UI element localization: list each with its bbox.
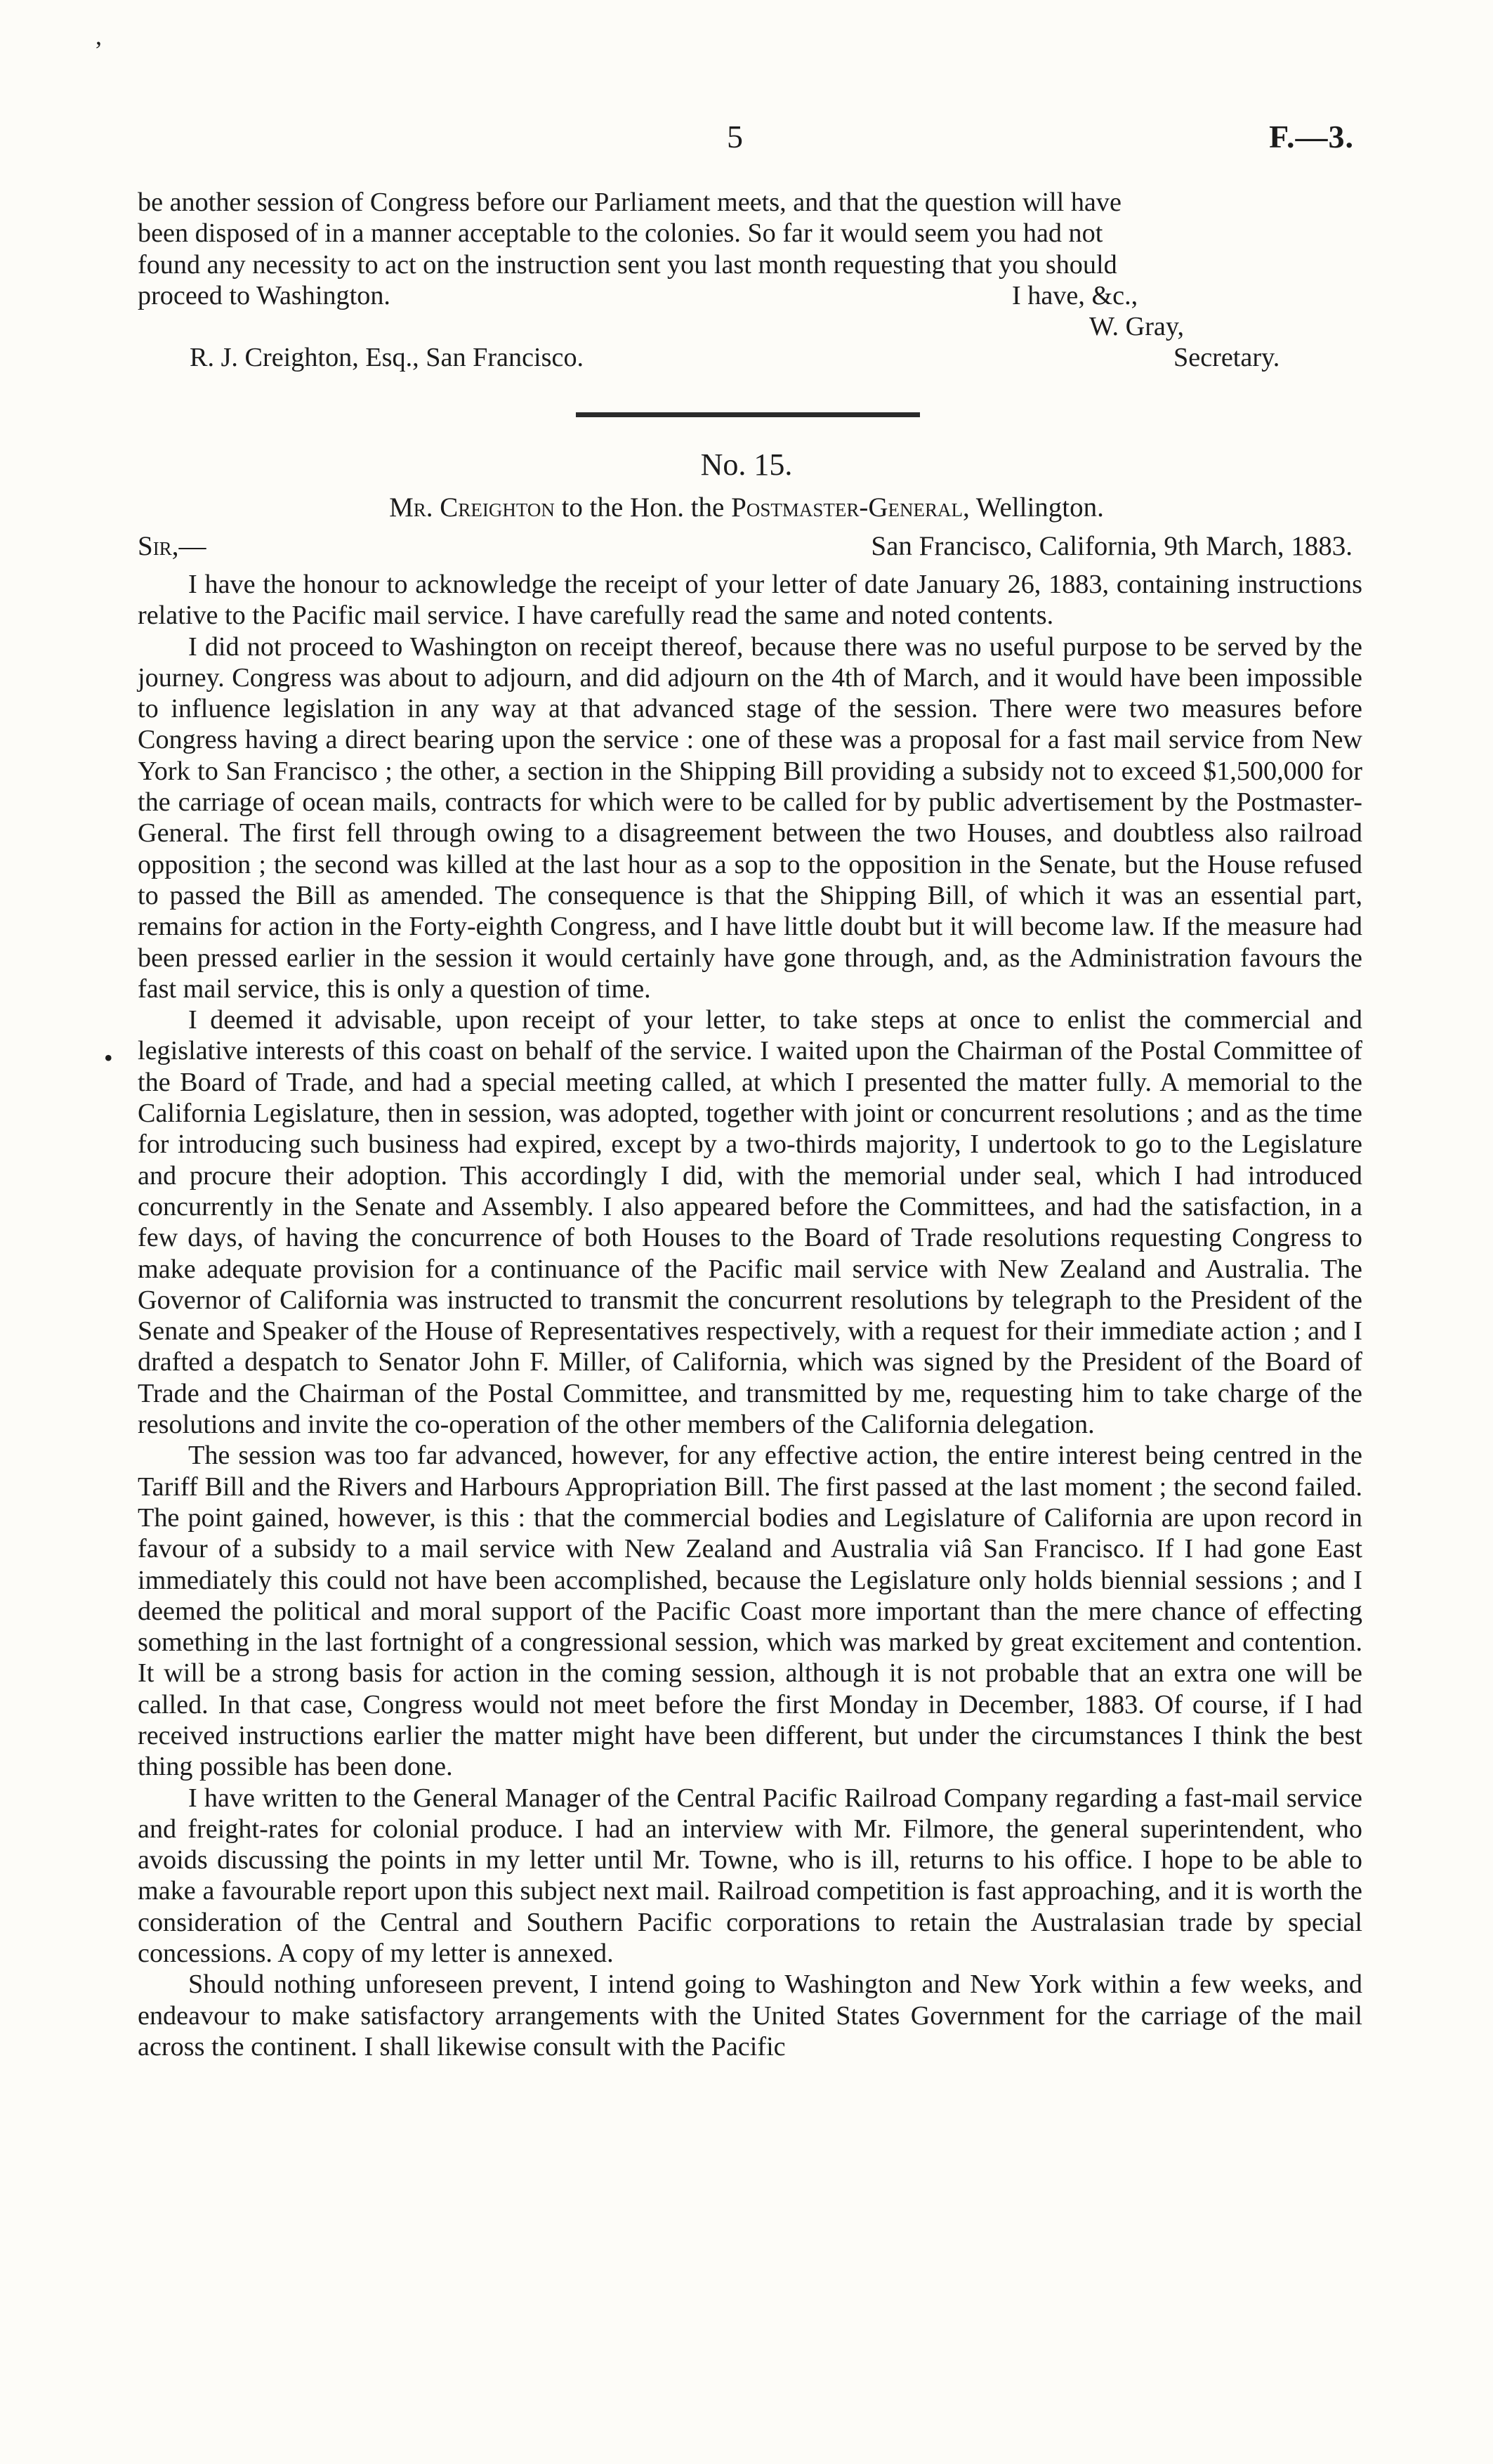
closing: I have, &c., — [1012, 280, 1138, 310]
letter-addressee: Postmaster-General — [731, 492, 963, 523]
text-line: be another session of Congress before our Parliament meets, and that the question will have — [138, 188, 1122, 217]
place-date: San Francisco, California, 9th March, 1883. — [871, 531, 1353, 561]
signature-row — [138, 311, 1362, 342]
letter-heading — [0, 492, 1493, 523]
section-divider — [576, 412, 920, 417]
text-line: found any necessity to act on the instruction sent you last month requesting that you should — [138, 249, 1117, 280]
heading-text: , Wellington. — [962, 492, 1104, 523]
recipient-row — [138, 342, 1362, 373]
paragraph: I deemed it advisable, upon receipt of your letter, to take steps at once to enlist the commercial and legislative interests of this coast on behalf of the service. I waited upon the Chairman of the Postal Committee of the Board of Trade, and had a special meeting called, at which I presented the matter fully. A memorial to the California Legislature, then in session, was adopted, together with joint or concurrent resolutions ; and as the time for introducing such business had expired, except by a two-thirds majority, I undertook to go to the Legislature and procure their adoption. This accordingly I did, with the memorial under seal, which I had introduced concurrently in the Senate and Assembly. I also appeared before the Committees, and had the satisfaction, in a few days, of having the concurrence of both Houses to the Board of Trade resolutions requesting Congress to make adequate provision for a continuance of the Pacific mail service with New Zealand and Australia. The Governor of California was instructed to transmit the concurrent resolutions by telegraph to the President of the Senate and Speaker of the House of Representatives respectively, with a request for their immediate action ; and I drafted a despatch to Senator John F. Miller, of California, which was signed by the President of the Board of Trade and the Chairman of the Postal Committee, and transmitted by me, requesting him to take charge of the resolutions and invite the co-operation of the other members of the California delegation. — [138, 1005, 1362, 1440]
document-reference: F.—3. — [1269, 119, 1354, 155]
closing-row — [138, 280, 1362, 311]
text-line: proceed to Washington. — [138, 280, 390, 310]
signature: W. Gray, — [1089, 312, 1185, 342]
paragraph: I did not proceed to Washington on receipt thereof, because there was no useful purpose to be served by the journey. Congress was about to adjourn, and did adjourn on the 4th of March, and it would have been impossible to influence legislation in any way at that advanced stage of the session. There were two measures before Congress having a direct bearing upon the service : one of these was a proposal for a fast mail service from New York to San Francisco ; the other, a section in the Shipping Bill providing a subsidy not to exceed $1,500,000 for the carriage of ocean mails, contracts for which were to be called for by public advertisement by the Postmaster-General. The first fell through owing to a disagreement between the two Houses, and doubtless also railroad opposition ; the second was killed at the last hour as a sop to the opposition in the Senate, but the House refused to passed the Bill as amended. The consequence is that the Shipping Bill, of which it was an essential part, remains for action in the Forty-eighth Congress, and I have little doubt but it will become law. If the measure had been pressed earlier in the session it would certainly have gone through, and, as the Administration favours the fast mail service, this is only a question of time. — [138, 631, 1362, 1004]
paragraph: I have the honour to acknowledge the receipt of your letter of date January 26, 1883, containing instructions relative to the Pacific mail service. I have carefully read the same and noted contents. — [138, 570, 1362, 631]
recipient: R. J. Creighton, Esq., San Francisco. — [190, 343, 584, 373]
paragraph: The session was too far advanced, however, for any effective action, the entire interest being centred in the Tariff Bill and the Rivers and Harbours Appropriation Bill. The first passed at the last moment ; the second failed. The point gained, however, is this : that the commercial bodies and Legislature of California are upon record in favour of a subsidy to a mail service with New Zealand and Australia viâ San Francisco. If I had gone East immediately this could not have been accomplished, because the Legislature only holds biennial sessions ; and I deemed the political and moral support of the Pacific Coast more important than the mere chance of effecting something in the last fortnight of a congressional session, which was marked by great excitement and contention. It will be a strong basis for action in the coming session, although it is not probable that an extra one will be called. In that case, Congress would not meet before the first Monday in December, 1883. Of course, if I had received instructions earlier the matter might have been different, but under the circumstances I think the best thing possible has been done. — [138, 1441, 1362, 1782]
heading-text: to the Hon. the — [554, 492, 732, 523]
letter-sender: Mr. Creighton — [389, 492, 555, 523]
letter-body — [138, 569, 1362, 2062]
previous-letter-ending — [138, 187, 1362, 374]
signatory-title: Secretary. — [1173, 343, 1280, 373]
salutation: Sir,— — [138, 531, 206, 561]
paragraph: Should nothing unforeseen prevent, I intend going to Washington and New York within a few weeks, and endeavour to make satisfactory arrangements with the United States Government for the carriage of the mail across the continent. I shall likewise consult with the Pacific — [138, 1970, 1362, 2062]
margin-mark: • — [104, 1044, 113, 1072]
page-number: 5 — [727, 119, 743, 155]
margin-mark: , — [96, 22, 102, 50]
paragraph: I have written to the General Manager of the Central Pacific Railroad Company regarding a fast-mail service and freight-rates for colonial produce. I had an interview with Mr. Filmore, the general superintendent, who avoids discussing the points in my letter until Mr. Towne, who is ill, returns to his office. I hope to be able to make a favourable report upon this subject next mail. Railroad competition is fast approaching, and it is worth the consideration of the Central and Southern Pacific corporations to retain the Australasian trade by special concessions. A copy of my letter is annexed. — [138, 1783, 1362, 1969]
letter-number: No. 15. — [700, 447, 793, 482]
text-line: been disposed of in a manner acceptable to the colonies. So far it would seem you had not — [138, 218, 1103, 249]
